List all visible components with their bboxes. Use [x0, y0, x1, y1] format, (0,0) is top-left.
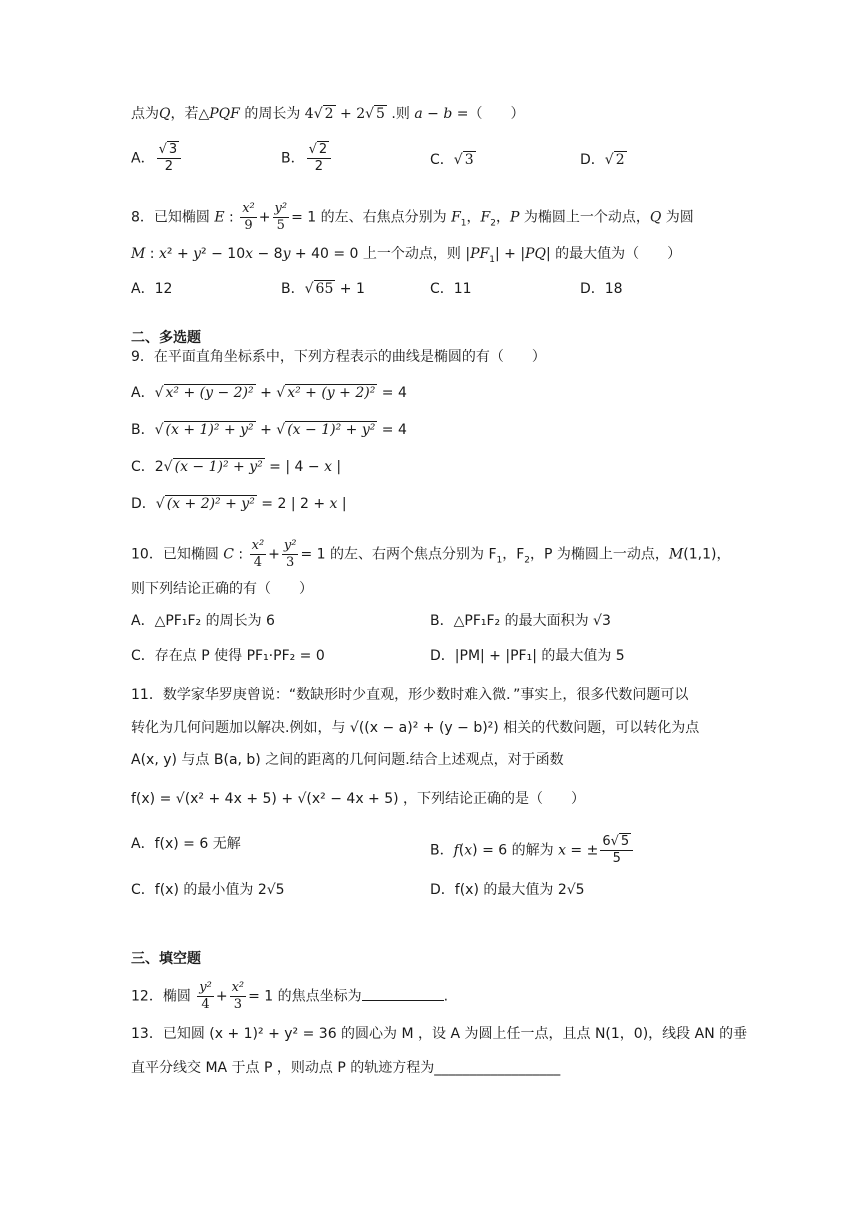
q7-option-d: D．√ 2: [580, 152, 625, 168]
q11-option-c: C．f(x) 的最小值为 2√5: [131, 882, 285, 898]
q11-option-d: D．f(x) 的最大值为 2√5: [430, 882, 585, 898]
q11-line3: A(x, y) 与点 B(a, b) 之间的距离的几何问题.结合上述观点，对于函数: [131, 752, 564, 768]
q8-option-b: B．√ 65 + 1: [281, 281, 365, 297]
q9-option-a: A．√ x² + (y − 2)² + √ x² + (y + 2)² = 4: [131, 385, 407, 401]
q9-stem: 9．在平面直角坐标系中，下列方程表示的曲线是椭圆的有（ ）: [131, 349, 546, 365]
q10-option-d: D．|PM| + |PF₁| 的最大值为 5: [430, 648, 625, 664]
q7-option-b: B． $\frac{√ 2}{2}$: [281, 142, 333, 175]
q9-option-c: C．2√ (x − 1)² + y² = | 4 − x |: [131, 459, 342, 475]
q11-line4: f(x) = √(x² + 4x + 5) + √(x² − 4x + 5) ，下列结论正确的是（ ）: [131, 791, 586, 807]
q13-line2: 直平分线交 MA 于点 P ，则动点 P 的轨迹方程为__________________: [131, 1060, 561, 1076]
q7-option-a: A． $\frac{√ 3}{2}$: [131, 142, 183, 175]
q8-line2: M : x² + y² − 10x − 8y + 40 = 0 上一个动点，则 $|PF_1| + |PQ|$ 的最大值为（ ）: [131, 246, 682, 265]
q10-option-b: B．△PF₁F₂ 的最大面积为 √3: [430, 613, 611, 629]
section-2-title: 二、多选题: [131, 330, 201, 346]
q11-option-a: A．f(x) = 6 无解: [131, 836, 241, 852]
q10-line1: 10．已知椭圆 C : $\frac{\text{x²}}{4}$ + $\frac{\text{y²}}{3}$ = 1 的左、右两个焦点分别为 $F_1$，$F_2$，P 为椭圆上一动点，M(1,1)，: [131, 538, 731, 570]
q7-option-c: C．√ 3: [430, 152, 474, 168]
q12-stem: 12．椭圆 $\frac{\text{y²}}{4}$ + $\frac{\text{x²}}{3}$ = 1 的焦点坐标为 .: [131, 980, 449, 1012]
q9-option-d: D．√ (x + 2)² + y² = 2 | 2 + x |: [131, 496, 347, 512]
q9-option-b: B．√ (x + 1)² + y² + √ (x − 1)² + y² = 4: [131, 422, 407, 438]
q11-line1: 11．数学家华罗庚曾说：“数缺形时少直观，形少数时难入微．”事实上，很多代数问题可以: [131, 687, 689, 703]
q11-line2: 转化为几何问题加以解决.例如，与 √((x − a)² + (y − b)²) 相关的代数问题，可以转化为点: [131, 720, 700, 736]
q10-line2: 则下列结论正确的有（ ）: [131, 581, 313, 597]
q10-option-c: C．存在点 P 使得 PF₁·PF₂ = 0: [131, 648, 325, 664]
section-3-title: 三、填空题: [131, 951, 201, 967]
q10-option-a: A．△PF₁F₂ 的周长为 6: [131, 613, 275, 629]
q7-stem: 点为Q，若△PQF 的周长为 4√ 2 + 2√ 5 .则 a − b =（ ）: [131, 106, 525, 122]
q11-option-b: B．f(x) = 6 的解为 x = ± $\frac{6√ 5}{5}$: [430, 834, 635, 867]
q8-option-c: C．11: [430, 281, 472, 297]
q13-line1: 13．已知圆 (x + 1)² + y² = 36 的圆心为 M ，设 A 为圆上任一点，且点 N(1，0)，线段 AN 的垂: [131, 1026, 748, 1042]
q8-line1: 8．已知椭圆 E : $\frac{\text{x²}}{9}$ + $\frac{\text{y²}}{5}$ = 1 的左、右焦点分别为 $F_1$，$F_2$，P 为椭圆上一个动点，Q 为圆: [131, 201, 694, 233]
q8-option-a: A．12: [131, 281, 173, 297]
q8-option-d: D．18: [580, 281, 623, 297]
